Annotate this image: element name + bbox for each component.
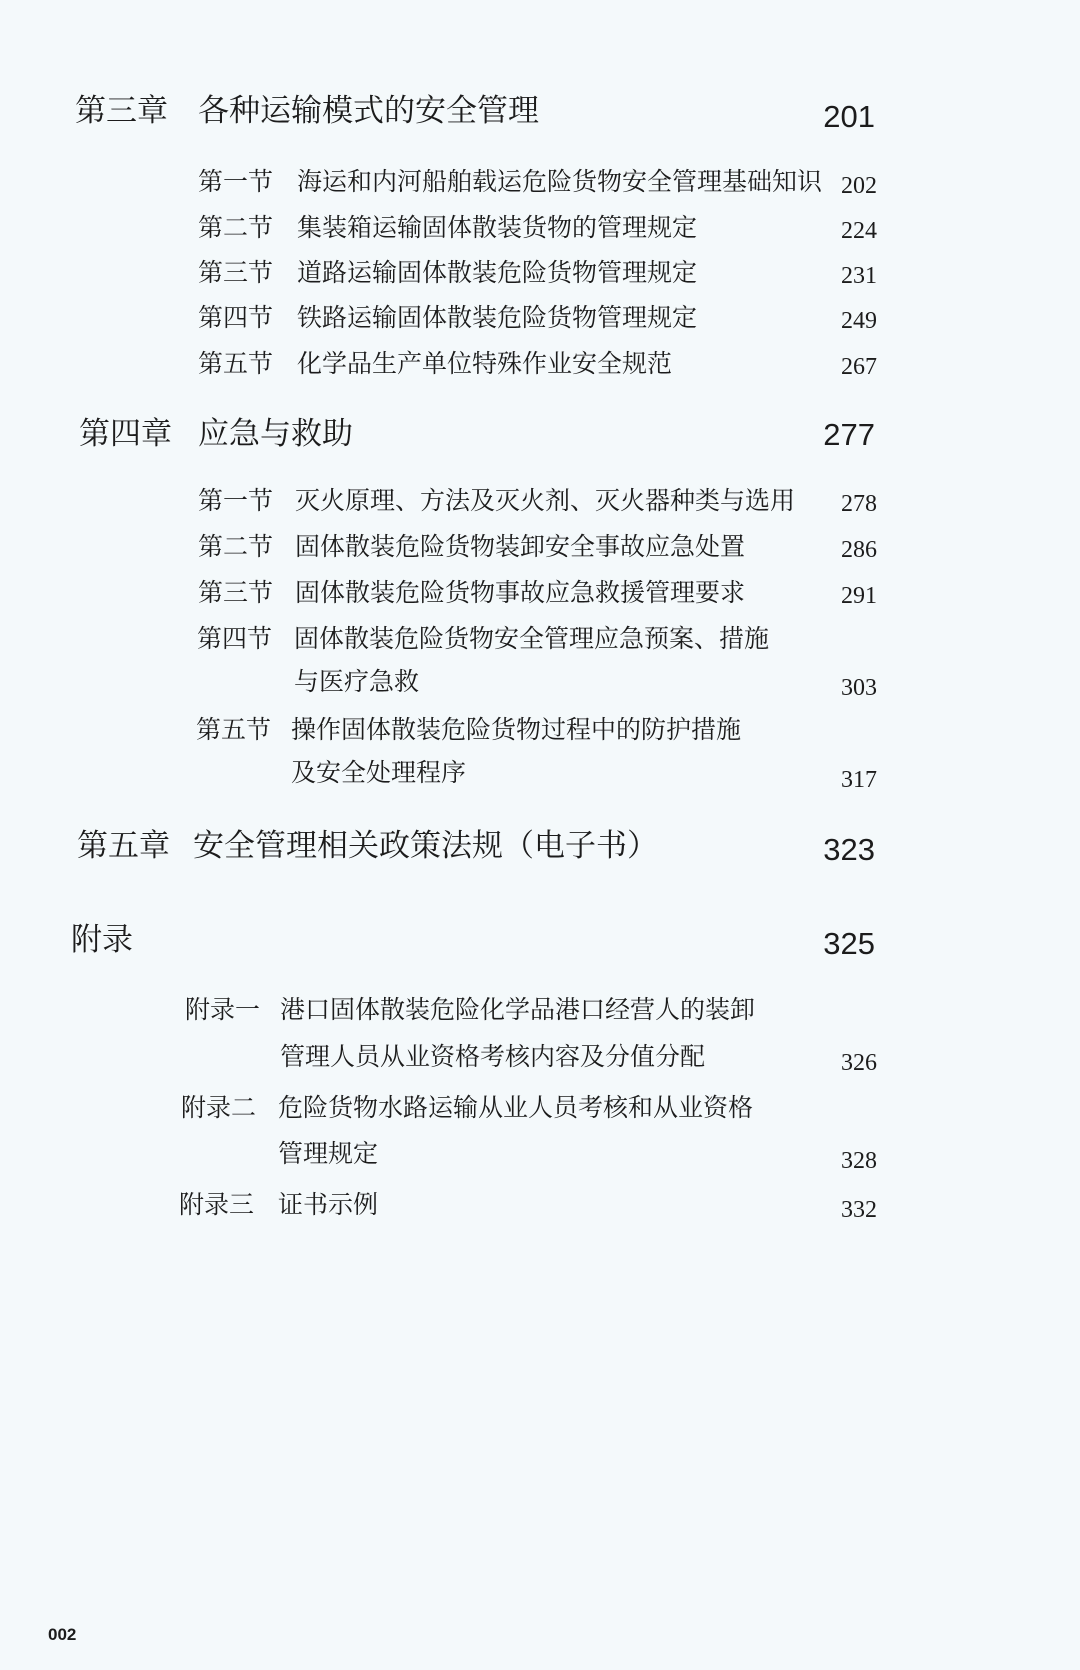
section-label: 第一节: [198, 169, 274, 196]
section-label: 第五节: [198, 351, 274, 378]
chapter-page-number: 201: [823, 99, 875, 134]
section-title: 集装箱运输固体散装货物的管理规定: [297, 215, 698, 242]
section-title: 道路运输固体散装危险货物管理规定: [297, 260, 698, 287]
appendix-page-number: 326: [841, 1050, 877, 1076]
chapter-label: 第三章: [75, 93, 168, 128]
chapter-label: 第四章: [79, 416, 172, 451]
section-page-number: 202: [841, 173, 877, 199]
section-page-number: 317: [841, 767, 877, 793]
section-label: 第三节: [198, 580, 274, 607]
appendix-label: 附录三: [179, 1192, 255, 1219]
section-label: 第四节: [198, 305, 274, 332]
chapter-label: 附录: [71, 922, 133, 957]
section-title-continued: 与医疗急救: [294, 669, 420, 696]
appendix-label: 附录一: [185, 997, 261, 1024]
section-page-number: 303: [841, 675, 877, 701]
section-label: 第三节: [198, 260, 274, 287]
appendix-label: 附录二: [181, 1095, 257, 1122]
appendix-page-number: 332: [841, 1197, 877, 1223]
section-page-number: 224: [841, 218, 877, 244]
section-title: 固体散装危险货物装卸安全事故应急处置: [295, 534, 746, 561]
section-title: 化学品生产单位特殊作业安全规范: [297, 351, 673, 378]
chapter-title: 各种运输模式的安全管理: [198, 93, 539, 128]
section-page-number: 267: [841, 354, 877, 380]
chapter-title: 安全管理相关政策法规（电子书）: [193, 828, 658, 863]
section-title: 海运和内河船舶载运危险货物安全管理基础知识: [297, 169, 823, 196]
section-title: 铁路运输固体散装危险货物管理规定: [297, 305, 698, 332]
chapter-label: 第五章: [77, 828, 170, 863]
section-label: 第四节: [197, 626, 273, 653]
section-title: 操作固体散装危险货物过程中的防护措施: [291, 717, 742, 744]
section-label: 第一节: [198, 488, 274, 515]
appendix-title: 证书示例: [278, 1192, 379, 1219]
chapter-title: 应急与救助: [198, 416, 353, 451]
section-page-number: 231: [841, 263, 877, 289]
section-page-number: 278: [841, 491, 877, 517]
section-title: 灭火原理、方法及灭火剂、灭火器种类与选用: [295, 488, 796, 515]
section-label: 第二节: [198, 534, 274, 561]
section-label: 第二节: [198, 215, 274, 242]
chapter-page-number: 323: [823, 832, 875, 867]
section-title: 固体散装危险货物安全管理应急预案、措施: [294, 626, 770, 653]
section-label: 第五节: [196, 717, 272, 744]
section-page-number: 291: [841, 583, 877, 609]
section-page-number: 286: [841, 537, 877, 563]
appendix-page-number: 328: [841, 1148, 877, 1174]
section-title: 固体散装危险货物事故应急救援管理要求: [295, 580, 746, 607]
appendix-title-continued: 管理规定: [278, 1141, 379, 1168]
chapter-page-number: 277: [823, 417, 875, 452]
page-number: 002: [48, 1625, 77, 1644]
appendix-title: 危险货物水路运输从业人员考核和从业资格: [278, 1095, 754, 1122]
appendix-title-continued: 管理人员从业资格考核内容及分值分配: [280, 1044, 706, 1071]
chapter-page-number: 325: [823, 926, 875, 961]
appendix-title: 港口固体散装危险化学品港口经营人的装卸: [280, 997, 756, 1024]
section-page-number: 249: [841, 308, 877, 334]
section-title-continued: 及安全处理程序: [291, 760, 467, 787]
